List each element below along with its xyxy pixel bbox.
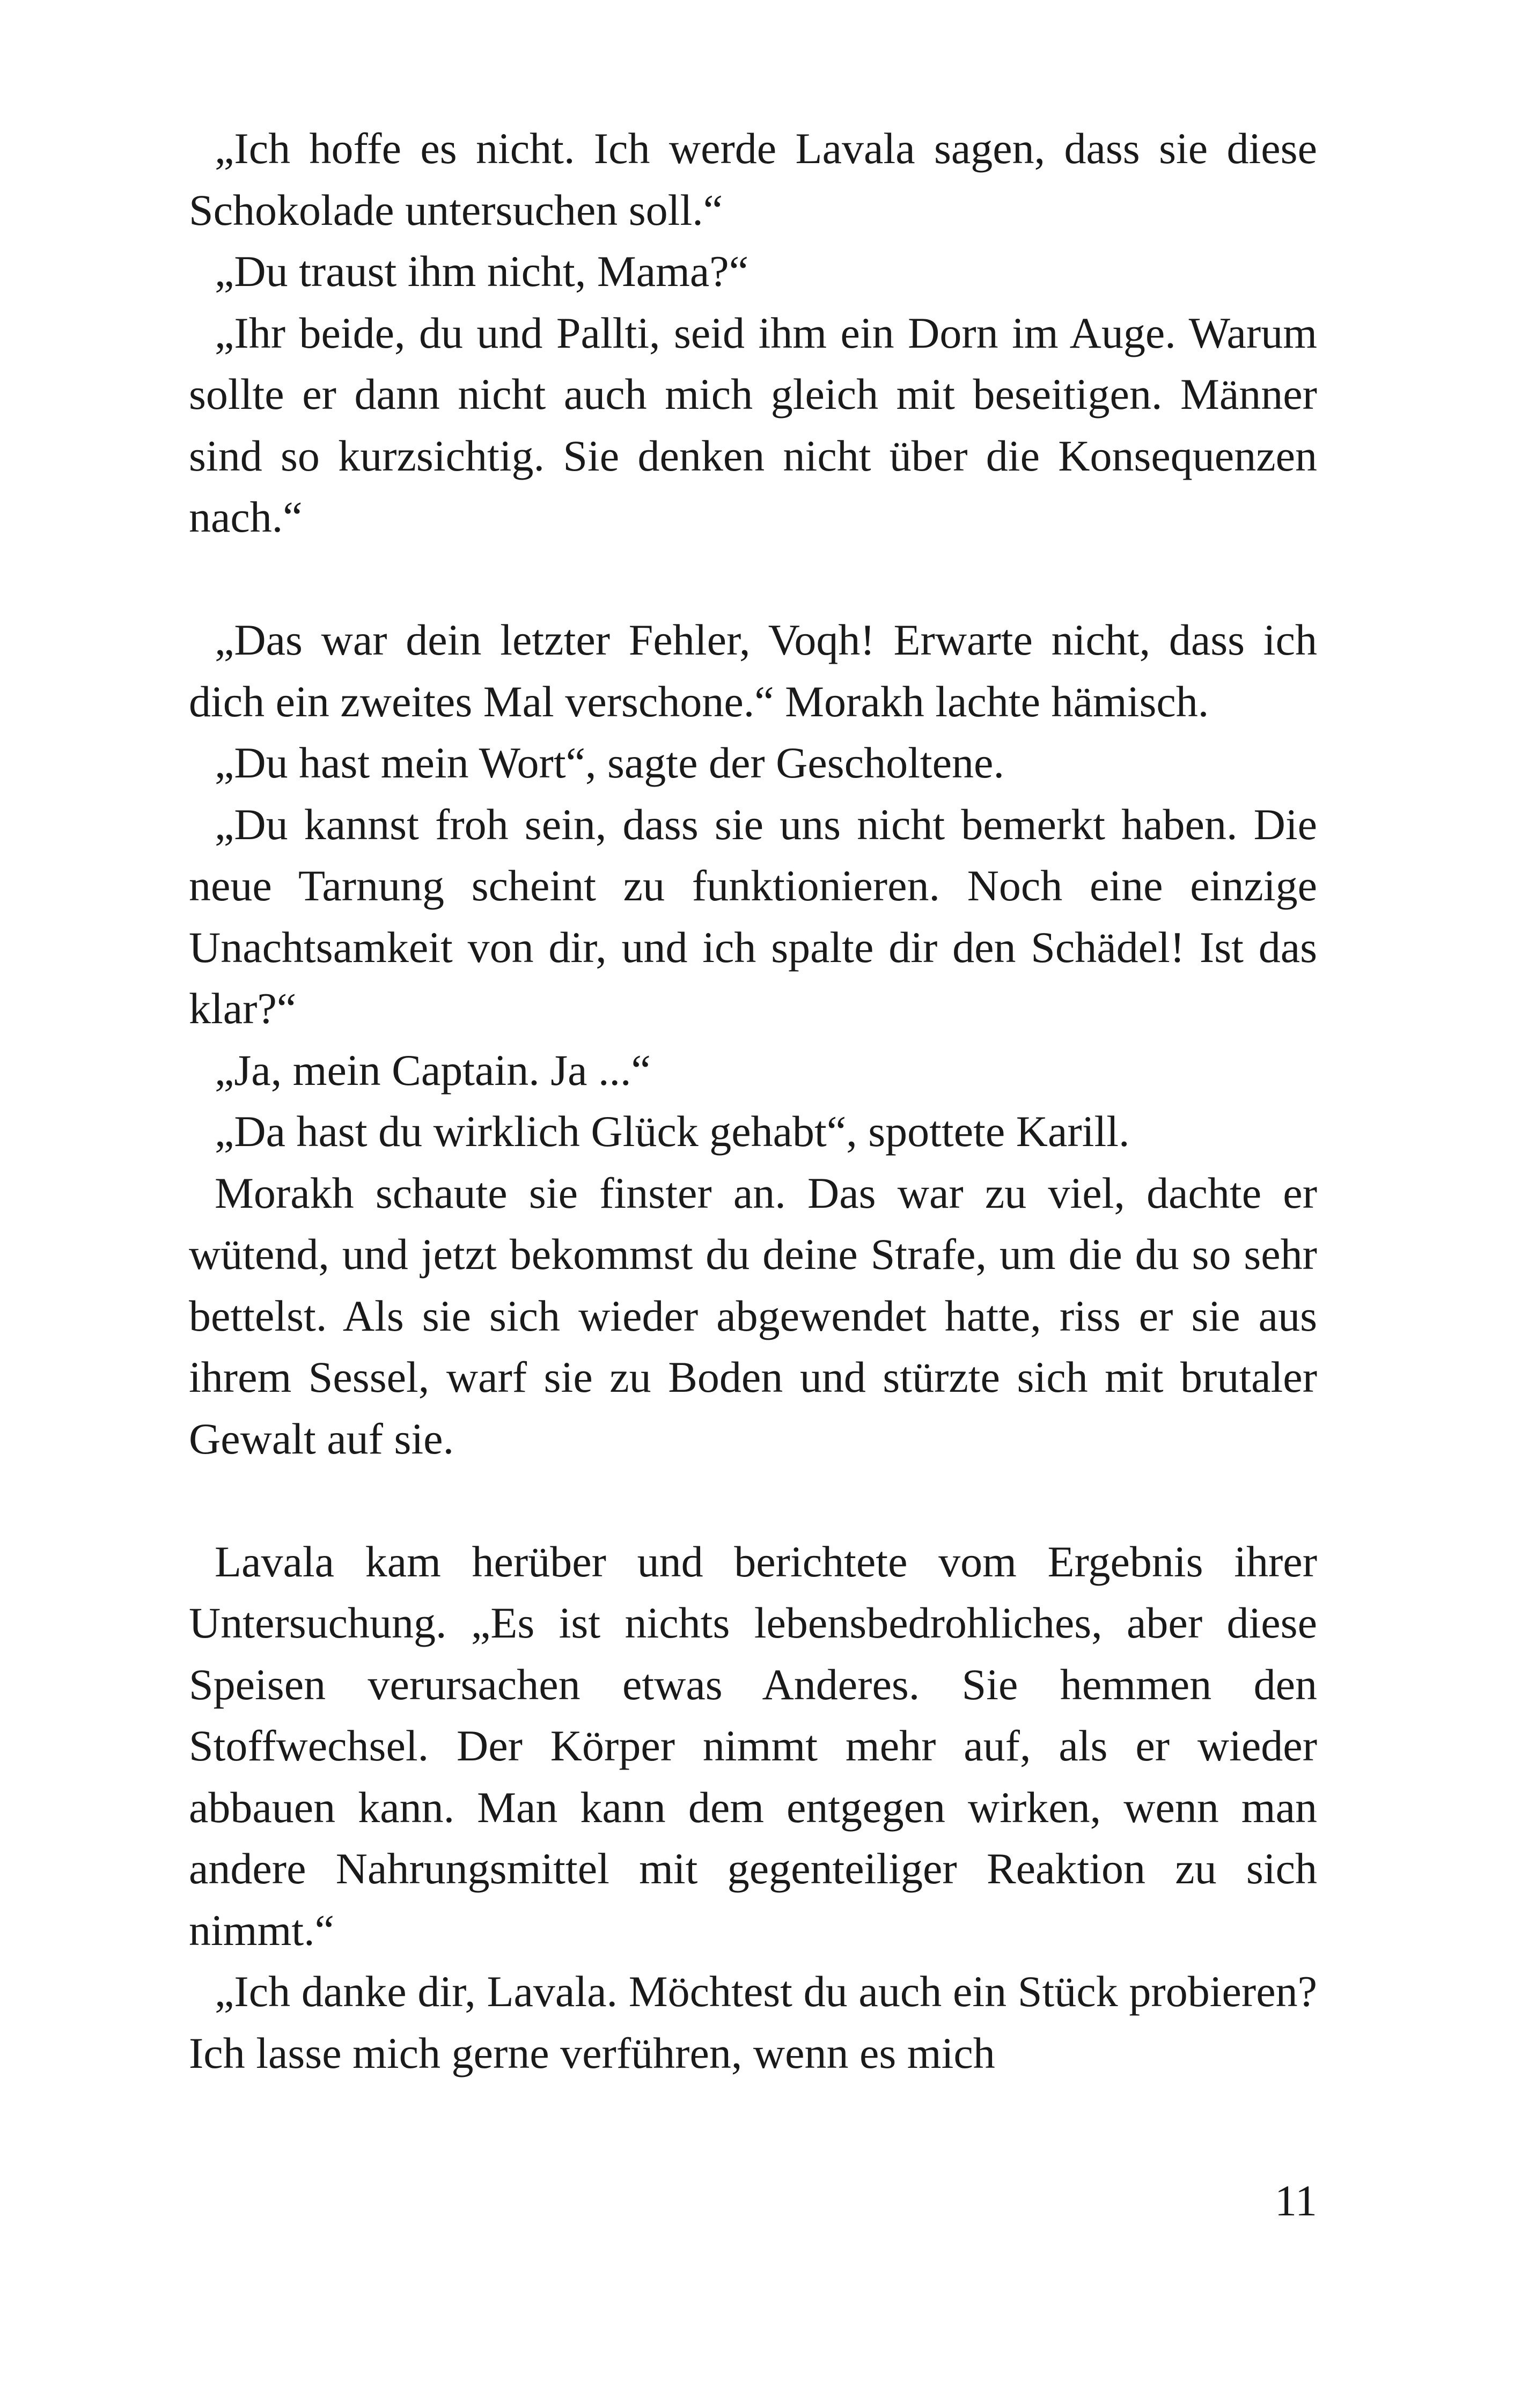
paragraph-11: „Ich danke dir, Lavala. Möchtest du auch ein Stück probieren? Ich lasse mich gerne verführen, wenn es mich: [189, 1967, 1317, 2077]
page-body: [189, 118, 1317, 2084]
paragraph-4: „Das war dein letzter Fehler, Voqh! Erwarte nicht, dass ich dich ein zweites Mal verschone.“ Morakh lachte hämisch.: [189, 615, 1317, 726]
paragraph-9: Morakh schaute sie finster an. Das war zu viel, dachte er wütend, und jetzt bekommst du deine Strafe, um die du so sehr bettelst. Als sie sich wieder abgewendet hatte, riss er sie aus ihrem Sessel, warf sie zu Boden und stürzte sich mit brutaler Gewalt auf sie.: [189, 1168, 1317, 1463]
paragraph-2: „Du traust ihm nicht, Mama?“: [215, 247, 749, 296]
section-break: [189, 1470, 1317, 1531]
paragraph-5: „Du hast mein Wort“, sagte der Gescholtene.: [215, 738, 1004, 787]
paragraph-10: Lavala kam herüber und berichtete vom Ergebnis ihrer Untersuchung. „Es ist nichts lebensbedrohliches, aber diese Speisen verursachen etwas Anderes. Sie hemmen den Stoffwechsel. Der Körper nimmt mehr auf, als er wieder abbauen kann. Man kann dem entgegen wirken, wenn man andere Nahrungsmittel mit gegenteiliger Reaktion zu sich nimmt.“: [189, 1537, 1317, 1955]
paragraph-8: „Da hast du wirklich Glück gehabt“, spottete Karill.: [215, 1107, 1130, 1156]
section-break: [189, 548, 1317, 610]
paragraph-7: „Ja, mein Captain. Ja ...“: [215, 1045, 651, 1095]
page-number: 11: [1275, 2176, 1317, 2225]
paragraph-3: „Ihr beide, du und Pallti, seid ihm ein Dorn im Auge. Warum sollte er dann nicht auch mich gleich mit beseitigen. Männer sind so kurzsichtig. Sie denken nicht über die Konsequenzen nach.“: [189, 308, 1317, 541]
paragraph-1: „Ich hoffe es nicht. Ich werde Lavala sagen, dass sie diese Schokolade untersuchen soll.“: [189, 124, 1317, 234]
paragraph-6: „Du kannst froh sein, dass sie uns nicht bemerkt haben. Die neue Tarnung scheint zu funktionieren. Noch eine einzige Unachtsamkeit von dir, und ich spalte dir den Schädel! Ist das klar?“: [189, 799, 1317, 1033]
